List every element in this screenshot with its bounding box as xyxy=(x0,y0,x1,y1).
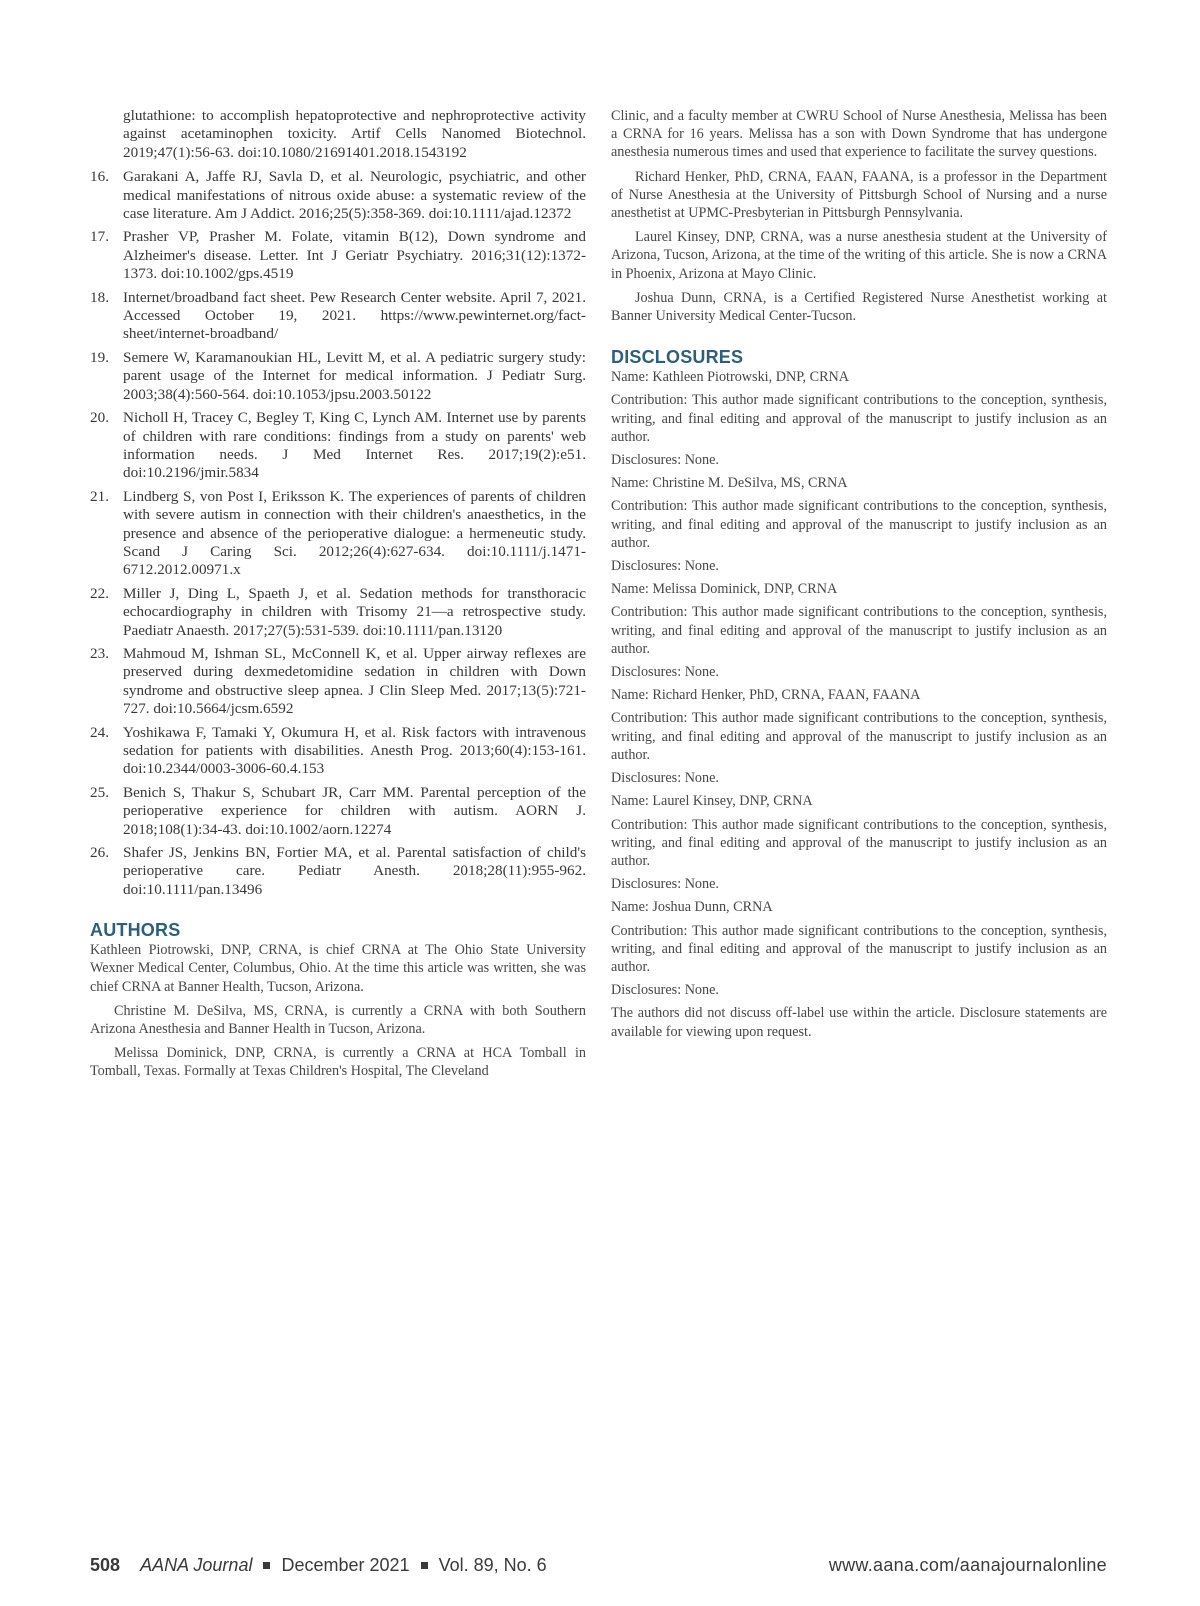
reference-item xyxy=(90,585,586,640)
disclosure-name: Name: Melissa Dominick, DNP, CRNA xyxy=(611,581,838,598)
reference-number: 21. xyxy=(90,487,109,505)
reference-number: 26. xyxy=(90,844,109,862)
reference-number: 20. xyxy=(90,409,109,427)
reference-item xyxy=(90,168,586,223)
reference-text: Lindberg S, von Post I, Eriksson K. The experiences of parents of children with severe autism in connection with their children's anaesthetics, in the presence and absence of the perioperative dialogue: a hermeneutic study. Scand J Caring Sci. 2012;26(4):627-634. doi:10.1111/j.1471-6712.2012.00971.x xyxy=(123,487,586,579)
reference-text: Benich S, Thakur S, Schubart JR, Carr MM. Parental perception of the perioperative experience for children with autism. AORN J. 2018;108(1):34-43. doi:10.1002/aorn.12274 xyxy=(123,783,586,838)
disclosure-contribution: Contribution: This author made significant contributions to the conception, synthesis, writing, and final editing and approval of the manuscript to justify inclusion as an author. xyxy=(611,604,1107,657)
journal-url[interactable]: www.aana.com/aanajournalonline xyxy=(828,1555,1107,1575)
disclosure-name: Name: Laurel Kinsey, DNP, CRNA xyxy=(611,793,813,810)
disclosure-name: Name: Joshua Dunn, CRNA xyxy=(611,899,773,916)
page-number: 508 xyxy=(90,1555,121,1575)
author-bio: Laurel Kinsey, DNP, CRNA, was a nurse anesthesia student at the University of Arizona, Tucson, Arizona, at the time of the writing of this article. She is now a CRNA in Phoenix, Arizona at Mayo Clinic. xyxy=(611,229,1107,282)
disclosures-section xyxy=(611,368,1107,1041)
disclosure-contribution: Contribution: This author made significant contributions to the conception, synthesis, writing, and final editing and approval of the manuscript to justify inclusion as an author. xyxy=(611,498,1107,551)
disclosures-heading: DISCLOSURES xyxy=(611,347,744,368)
authors-heading: AUTHORS xyxy=(90,920,181,941)
author-bio: Joshua Dunn, CRNA, is a Certified Registered Nurse Anesthetist working at Banner University Medical Center-Tucson. xyxy=(611,289,1107,325)
reference-text: Nicholl H, Tracey C, Begley T, King C, Lynch AM. Internet use by parents of children with rare conditions: findings from a study on parents' web information needs. J Med Internet Res. 2017;19(2):e51. doi:10.2196/jmir.5834 xyxy=(123,409,586,482)
reference-item xyxy=(90,228,586,283)
reference-text: Miller J, Ding L, Spaeth J, et al. Sedation methods for transthoracic echocardiography in children with Trisomy 21—a retrospective study. Paediatr Anaesth. 2017;27(5):531-539. doi:10.1111/pan.13120 xyxy=(123,584,586,639)
reference-number: 19. xyxy=(90,348,109,366)
reference-item xyxy=(90,107,586,162)
disclosure-contribution: Contribution: This author made significant contributions to the conception, synthesis, writing, and final editing and approval of the manuscript to justify inclusion as an author. xyxy=(611,922,1107,975)
disclosure-statement: Disclosures: None. xyxy=(611,664,719,681)
reference-item xyxy=(90,409,586,483)
reference-item xyxy=(90,289,586,344)
author-bio: Clinic, and a faculty member at CWRU School of Nurse Anesthesia, Melissa has been a CRNA for 16 years. Melissa has a son with Down Syndrome that has undergone anesthesia numerous times and used that experience to facilitate the survey questions. xyxy=(611,108,1107,161)
reference-number: 22. xyxy=(90,584,109,602)
journal-name: AANA Journal xyxy=(140,1555,253,1575)
reference-item xyxy=(90,645,586,719)
disclosure-contribution: Contribution: This author made significant contributions to the conception, synthesis, writing, and final editing and approval of the manuscript to justify inclusion as an author. xyxy=(611,392,1107,445)
reference-text: Garakani A, Jaffe RJ, Savla D, et al. Neurologic, psychiatric, and other medical manifestations of nitrous oxide abuse: a systematic review of the case literature. Am J Addict. 2016;25(5):358-369. doi:10.1111/ajad.12372 xyxy=(123,168,586,223)
reference-item xyxy=(90,724,586,779)
disclosure-closing: The authors did not discuss off-label use within the article. Disclosure statements are available for viewing upon request. xyxy=(611,1005,1107,1040)
square-bullet-icon xyxy=(421,1562,428,1569)
disclosure-statement: Disclosures: None. xyxy=(611,876,719,893)
author-bio: Christine M. DeSilva, MS, CRNA, is currently a CRNA with both Southern Arizona Anesthesia and Banner Health in Tucson, Arizona. xyxy=(90,1002,586,1038)
author-bio: Kathleen Piotrowski, DNP, CRNA, is chief CRNA at The Ohio State University Wexner Medical Center, Columbus, Ohio. At the time this article was written, she was chief CRNA at Banner Health, Tucson, Arizona. xyxy=(90,942,586,995)
reference-text: Semere W, Karamanoukian HL, Levitt M, et al. A pediatric surgery study: parent usage of the Internet for medical information. J Pediatr Surg. 2003;38(4):560-564. doi:10.1053/jpsu.2003.50122 xyxy=(123,348,586,403)
disclosure-name: Name: Kathleen Piotrowski, DNP, CRNA xyxy=(611,369,850,386)
reference-number: 17. xyxy=(90,228,109,246)
disclosure-statement: Disclosures: None. xyxy=(611,982,719,999)
issue-date: December 2021 xyxy=(281,1555,410,1575)
disclosure-name: Name: Richard Henker, PhD, CRNA, FAAN, FAANA xyxy=(611,687,921,704)
author-bio: Richard Henker, PhD, CRNA, FAAN, FAANA, is a professor in the Department of Nurse Anesthesia at the University of Pittsburgh School of Nursing and a nurse anesthetist at UPMC-Presbyterian in Pittsburgh Pennsylvania. xyxy=(611,168,1107,222)
left-column xyxy=(90,107,586,1087)
reference-number: 23. xyxy=(90,644,109,662)
reference-text: Shafer JS, Jenkins BN, Fortier MA, et al. Parental satisfaction of child's perioperative care. Pediatr Anesth. 2018;28(11):955-962. doi:10.1111/pan.13496 xyxy=(123,844,586,898)
reference-text: glutathione: to accomplish hepatoprotective and nephroprotective activity against acetaminophen toxicity. Artif Cells Nanomed Biotechnol. 2019;47(1):56-63. doi:10.1080/21691401.2018.1543192 xyxy=(123,107,586,161)
reference-item xyxy=(90,349,586,404)
reference-number: 24. xyxy=(90,723,109,741)
disclosure-contribution: Contribution: This author made significant contributions to the conception, synthesis, writing, and final editing and approval of the manuscript to justify inclusion as an author. xyxy=(611,816,1107,869)
disclosure-statement: Disclosures: None. xyxy=(611,770,719,787)
author-bio: Melissa Dominick, DNP, CRNA, is currently a CRNA at HCA Tomball in Tomball, Texas. Formally at Texas Children's Hospital, The Cleveland xyxy=(90,1045,586,1080)
right-column xyxy=(611,107,1107,1046)
disclosure-statement: Disclosures: None. xyxy=(611,452,719,469)
disclosure-name: Name: Christine M. DeSilva, MS, CRNA xyxy=(611,475,848,492)
reference-item xyxy=(90,784,586,839)
reference-text: Internet/broadband fact sheet. Pew Research Center website. April 7, 2021. Accessed October 19, 2021. https://www.pewinternet.org/fact-sheet/internet-broadband/ xyxy=(123,288,586,343)
reference-text: Prasher VP, Prasher M. Folate, vitamin B(12), Down syndrome and Alzheimer's disease. Letter. Int J Geriatr Psychiatry. 2016;31(12):1372-1373. doi:10.1002/gps.4519 xyxy=(123,228,586,283)
disclosure-statement: Disclosures: None. xyxy=(611,558,719,575)
square-bullet-icon xyxy=(263,1562,270,1569)
footer-citation xyxy=(90,1555,547,1576)
reference-number: 18. xyxy=(90,288,109,306)
reference-item xyxy=(90,488,586,580)
volume-issue: Vol. 89, No. 6 xyxy=(438,1555,547,1575)
reference-text: Mahmoud M, Ishman SL, McConnell K, et al. Upper airway reflexes are preserved during dexmedetomidine sedation in children with Down syndrome and obstructive sleep apnea. J Clin Sleep Med. 2017;13(5):721-727. doi:10.5664/jcsm.6592 xyxy=(123,644,586,718)
disclosure-contribution: Contribution: This author made significant contributions to the conception, synthesis, writing, and final editing and approval of the manuscript to justify inclusion as an author. xyxy=(611,710,1107,763)
reference-number: 25. xyxy=(90,783,109,801)
reference-text: Yoshikawa F, Tamaki Y, Okumura H, et al. Risk factors with intravenous sedation for patients with disabilities. Anesth Prog. 2013;60(4):153-161. doi:10.2344/0003-3006-60.4.153 xyxy=(123,723,586,778)
page-footer xyxy=(90,1555,1107,1579)
reference-number: 16. xyxy=(90,168,109,186)
reference-item xyxy=(90,844,586,899)
